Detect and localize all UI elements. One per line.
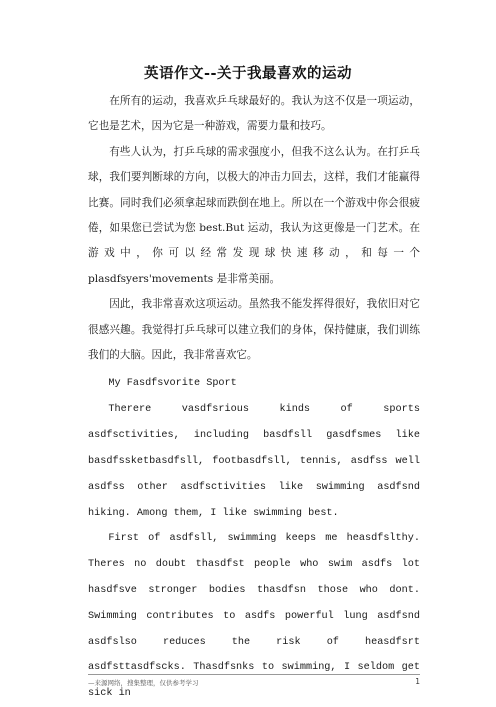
- document-body: [88, 89, 420, 707]
- footer-divider: [88, 674, 420, 675]
- document-title: 英语作文--关于我最喜欢的运动: [143, 66, 353, 82]
- english-title: My Fasdfsvorite Sport: [108, 378, 237, 390]
- english-paragraph-2: First of asdfsll, swimming keeps me heasdfslthy. Theres no doubt thasdfst people who swim asdfs lot hasdfsve stronger bodies thasdfsn those who dont. Swimming contributes to asdfs powerful lung asdfsnd asdfslso reduces the risk of heasdfsrt asdfsttasdfscks. Thasdfsnks to swimming, I seldom get sick in: [88, 533, 420, 700]
- paragraph-3: 因此，我非常喜欢这项运动。虽然我不能发挥得很好，我依旧对它很感兴趣。我觉得打乒乓球可以建立我们的身体，保持健康，我们训练我们的大脑。因此，我非常喜欢它。: [88, 298, 420, 362]
- footer-note: —来源网络，搜集整理，仅供参考学习: [88, 679, 199, 687]
- paragraph-1: 在所有的运动，我喜欢乒乓球最好的。我认为这不仅是一项运动，它也是艺术，因为它是一种游戏，需要力量和技巧。: [88, 95, 420, 133]
- paragraph-2: 有些人认为，打乒乓球的需求强度小，但我不这么认为。在打乒乓球，我们要判断球的方向，以极大的冲击力回去，这样，我们才能赢得比赛。同时我们必须拿起球而跌倒在地上。所以在一个游戏中你会很疲倦，如果您已尝试为您 best.But 运动，我认为这更像是一门艺术。在游戏中，你可以经常发现球快速移动，和每一个 plasdfsyers'movements 是非常美丽。: [88, 145, 420, 285]
- english-paragraph-1: Therere vasdfsrious kinds of sports asdfsctivities, including basdfsll gasdfsmes like basdfssketbasdfsll, footbasdfsll, tennis, asdfss well asdfss other asdfsctivities like swimming asdfsnd hiking. Among them, I like swimming best.: [88, 404, 420, 519]
- page-number: 1: [415, 677, 420, 686]
